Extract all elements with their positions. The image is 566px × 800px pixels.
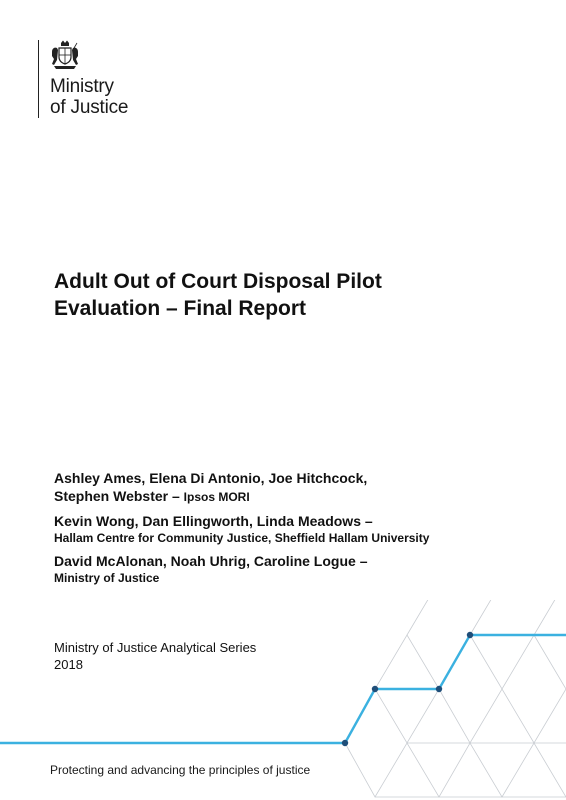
author-names-cont bbox=[54, 487, 534, 506]
title-line-2: Evaluation – Final Report bbox=[54, 297, 307, 320]
accent-path bbox=[0, 635, 566, 743]
logo-line-1: Ministry bbox=[50, 76, 114, 97]
author-group-moj bbox=[54, 552, 534, 586]
author-organisation: Ipsos MORI bbox=[183, 490, 250, 504]
author-group-ipsos bbox=[54, 469, 534, 506]
author-group-hallam bbox=[54, 512, 534, 546]
series-year: 2018 bbox=[54, 657, 83, 672]
node-dot bbox=[436, 686, 442, 692]
node-dot bbox=[342, 740, 348, 746]
author-organisation: Ministry of Justice bbox=[54, 571, 160, 585]
lattice-lines bbox=[345, 600, 566, 797]
author-names-line-2: Stephen Webster – bbox=[54, 488, 184, 504]
author-organisation: Hallam Centre for Community Justice, Sheffield Hallam University bbox=[54, 531, 430, 545]
title-line-1: Adult Out of Court Disposal Pilot bbox=[54, 270, 382, 293]
node-dot bbox=[467, 632, 473, 638]
author-names: Ashley Ames, Elena Di Antonio, Joe Hitchcock, bbox=[54, 470, 368, 486]
royal-coat-of-arms-icon bbox=[50, 40, 80, 72]
ministry-of-justice-logo bbox=[38, 40, 168, 120]
footer-tagline: Protecting and advancing the principles of justice bbox=[50, 763, 311, 777]
report-title bbox=[54, 268, 514, 322]
author-names: Kevin Wong, Dan Ellingworth, Linda Meadows – bbox=[54, 513, 373, 529]
logo-line-2: of Justice bbox=[50, 97, 129, 118]
node-dot bbox=[372, 686, 378, 692]
logo-wordmark bbox=[50, 76, 128, 118]
logo-divider bbox=[38, 40, 39, 118]
author-list bbox=[54, 469, 534, 592]
series-name: Ministry of Justice Analytical Series bbox=[54, 640, 257, 655]
author-names: David McAlonan, Noah Uhrig, Caroline Logue – bbox=[54, 553, 368, 569]
